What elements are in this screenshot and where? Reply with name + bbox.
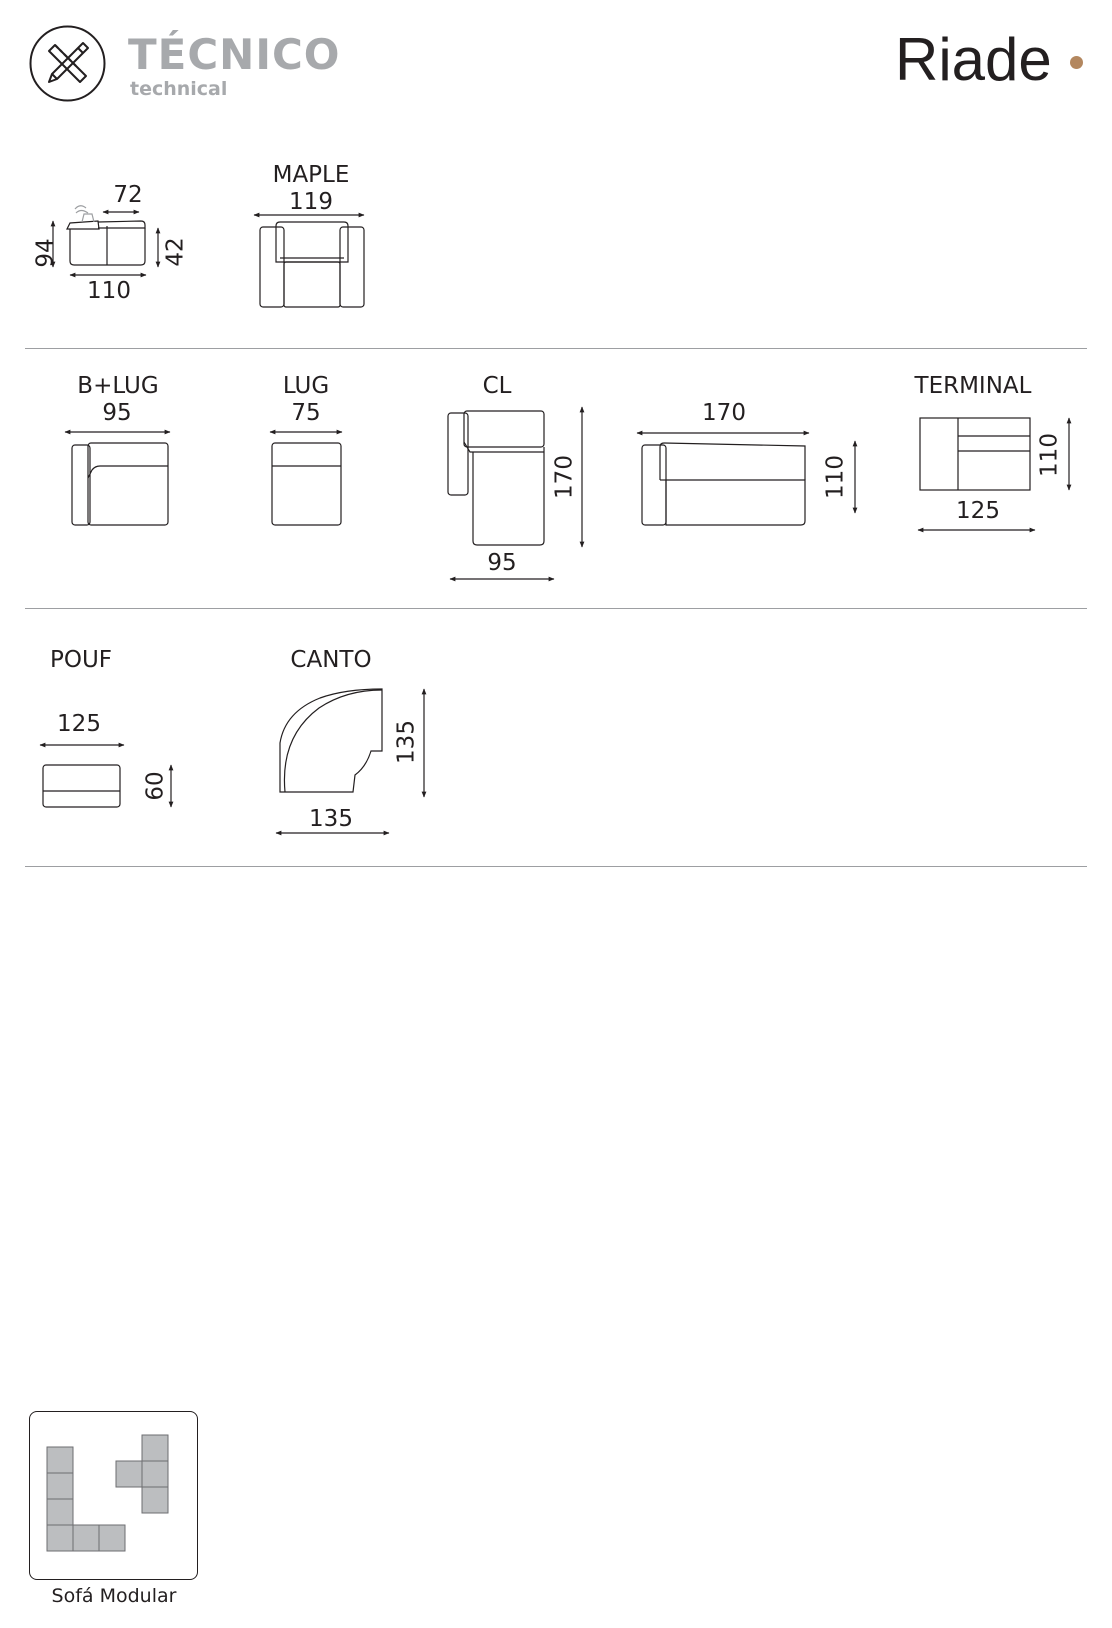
- pouf-width-label: 125: [57, 711, 101, 737]
- side-depth-label: 72: [113, 182, 143, 208]
- b-lug-drawing: [65, 432, 170, 525]
- canto-width-label: 135: [309, 806, 353, 832]
- brand-subtitle: technical: [130, 78, 228, 100]
- cl-title: CL: [482, 373, 512, 399]
- lug-drawing: [270, 432, 342, 525]
- legend-caption: Sofá Modular: [51, 1585, 177, 1607]
- cl-side-width-label: 170: [702, 400, 746, 426]
- pouf-title: POUF: [49, 647, 113, 673]
- maple-drawing: [254, 215, 364, 307]
- cl-width-label: 95: [487, 550, 517, 576]
- lug-title: LUG: [282, 373, 330, 399]
- side-view-drawing: [53, 206, 158, 275]
- terminal-width-label: 125: [956, 498, 1000, 524]
- side-seat-height-label: 42: [162, 237, 189, 267]
- side-height-label: 94: [32, 238, 59, 268]
- product-name: Riade: [895, 26, 1052, 93]
- terminal-depth-label: 110: [1036, 433, 1063, 477]
- modular-sofa-legend-box: [29, 1411, 198, 1580]
- cl-side-depth-label: 110: [822, 455, 849, 499]
- cl-length-label: 170: [551, 455, 578, 499]
- canto-depth-label: 135: [393, 720, 420, 764]
- maple-width-label: 119: [289, 189, 333, 215]
- b-lug-title: B+LUG: [77, 373, 159, 399]
- side-width-label: 110: [87, 278, 131, 304]
- lug-width-label: 75: [291, 400, 321, 426]
- terminal-title: TERMINAL: [914, 373, 1032, 399]
- b-lug-width-label: 95: [102, 400, 132, 426]
- maple-title: MAPLE: [272, 162, 350, 188]
- pouf-height-label: 60: [142, 771, 169, 801]
- modular-sofa-layout-icon: [30, 1412, 197, 1579]
- canto-title: CANTO: [290, 647, 372, 673]
- brand-title: TÉCNICO: [128, 30, 341, 79]
